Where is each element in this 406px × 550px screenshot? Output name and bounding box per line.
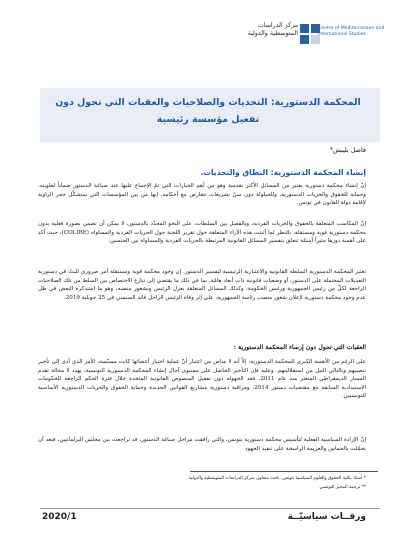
logo-square-icon <box>300 35 309 44</box>
paragraph: إنّ الإرادة السياسية الفعلية لتأسيس محكمة دستورية بتونس، والتي رافقت مراحل صياغة الدستور، قد تراجعت بين مجلس البرلمانيين، فبعد أن تحمّلت بالحماس والعزيمة الراسخة على تنفيذ الجهود <box>38 437 366 452</box>
document-title: المحكمة الدستورية: التحديات والصلاحيات والعقبات التي تحول دون تفعيل مؤسسة رئيسية <box>55 97 361 125</box>
center-logo <box>218 22 385 60</box>
paragraph: إنّ إنشاء محكمة دستورية يعتبر من المسائل الأكثر تقدمية وهو من أهم الخيارات التي تمّ الإجماع عليها عند صياغة الدستور ضماناً لعلويته، وحماية للحقوق والحريات الدستورية، وللحيلولة دون سنّ تشريعات تتعارض مع أحكامه. إنها من بين المؤسسات التي ستشكّل حجر الزاوية لإقامة دولة القانون في تونس. <box>38 183 366 207</box>
issue-number: 2020/1 <box>42 512 77 522</box>
author-name: فاضل بليبش* <box>329 146 366 154</box>
footer-divider <box>40 508 380 509</box>
center-name-ar: مركز الدراسات المتوسطية والدولية <box>247 22 298 37</box>
paragraph: على الرغم من الأهمية الكبرى للمحكمة الدستورية، إلاّ أنه لا مناص من اعتبار أنّ عملية اختيار أعضائها كانت مسيّسة، الأمر الذي أدى إلى تأخير تنصيبهم وبالتالي النيل من استقلاليتهم. وعليه فإن التأخير الحاصل على مستوى آجال إنشاء المحكمة الدستورية التونسية، يهدد لا محالة تقدم المسار الديمقراطي المتعثر منذ عام 2011. فقد الجهولة دون تفعيل المنصوص القانونية المتخذة خلال فترة الحكم الراجعة للحكومات الاستبدادية السابقة مع مقتضيات دستور 2014، ومراقبة دستورية مشاريع القوانين الجديدة وحماية الحقوق والحريات الدستورية الأساسية للتونسيين. <box>38 359 367 400</box>
paragraph: تعتبر المحكمة الدستورية السلطة القانونية والاعتبارية الرئيسية لتفسير الدستور. إن وجود محكمة قوية ومستقلة أمر ضروري للبتّ في دستورية التعديلات المحتملة على الدستور، أو وضعيات قانونية ذات أبعاد هامّة، بما في ذلك ما يقتضي إلى تنازع الاختصاص بين السلط من تلك الصلاحيات الراجعة لكلّ من رئيس الجمهورية ورئيس الحكومة، وكذلك المسائل المتعلقة بعزل الرئيس وبشغور منصبه، وهو ما استذكره البعض في ظل عدم وجود محكمة دستورية لإعلان شغور منصب رئاسة الجمهورية، على إثر وفاة الرئيس الراحل قايد السبسي في 25 جويلية 2019. <box>38 269 366 301</box>
section-heading: إنشاء المحكمة الدستورية: النطاق والتحديات. <box>200 168 366 177</box>
subheading: العقبات التي تحول دون إرساء المحكمة الدستورية : <box>233 344 366 351</box>
logo-square-icon <box>300 24 309 33</box>
footnote: ** ترجمة المخبر التونسي <box>319 485 366 490</box>
footnote: * أستاذ بكلية الحقوق والعلوم السياسية بتونس، باحث متعاون بمركز الدراسات المتوسطية والدولية <box>188 476 366 481</box>
series-name: ورقــات سياسيّــة <box>287 512 366 522</box>
center-name-en: Centre of Mediterranean and International Studies <box>318 26 385 37</box>
paragraph: إنّ المكاسب المتعلقة بالحقوق والحريات الفردية، وبالفصل بين السلطات، على النحو المحدّد بالدستور، لا يمكن أن تضمن بصورة فعلية بدون محكمة دستورية قوية ومستقلة، بالنظر لما أثبتت هذه الآراء المتعلقة حول تقرير اللجنة حول الحريات الفردية والمساواة (COLIBE)، حيث أكد على أهمية دورها مثيراً أسئلة تتعلق بتفسير المسائل القانونية المرتبطة بالحريات الفردية والمساواة بين الجنسين. <box>38 221 366 245</box>
footnote-divider <box>190 471 378 472</box>
